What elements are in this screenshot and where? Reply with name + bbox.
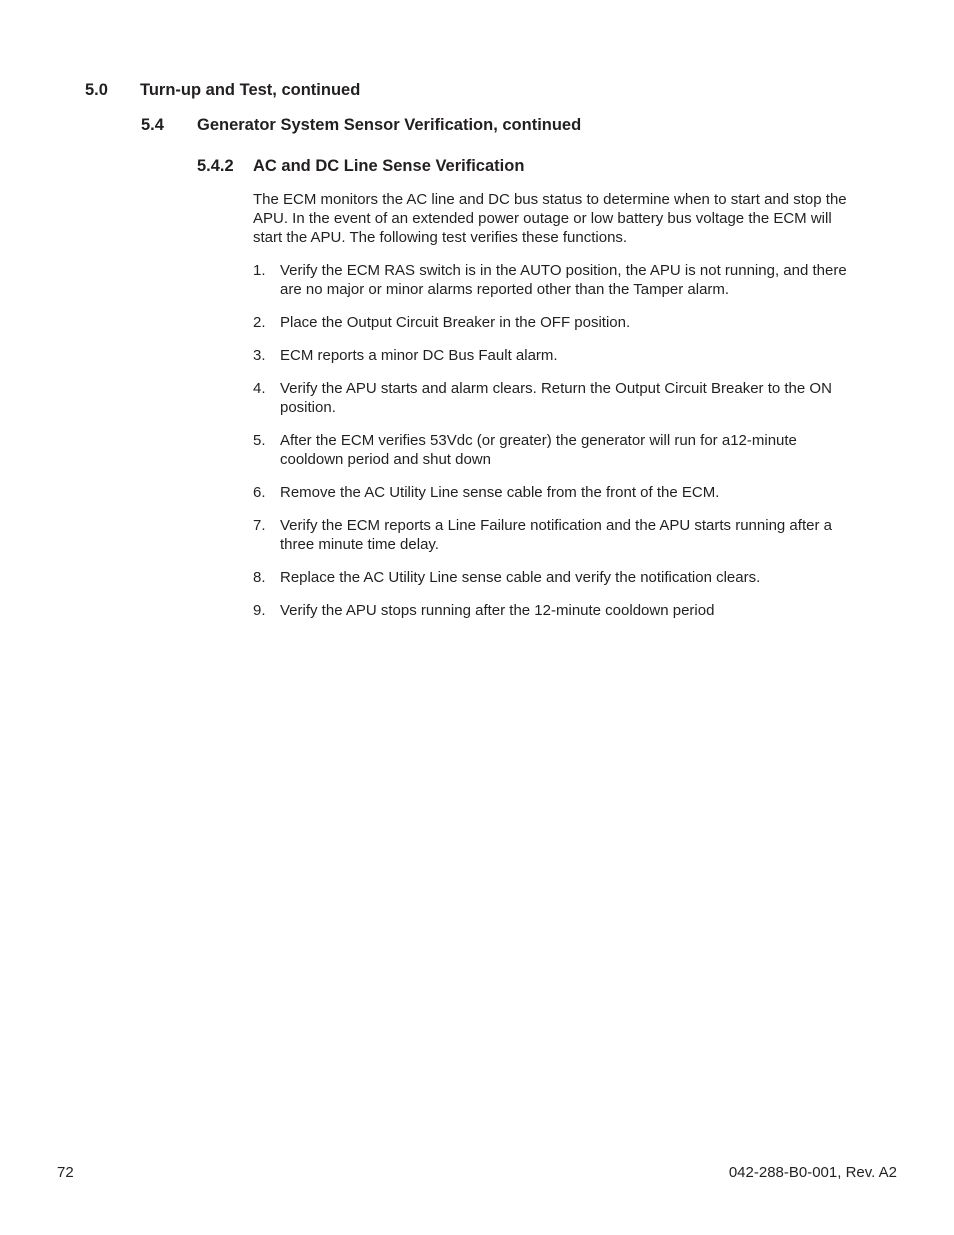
step-number: 8. bbox=[253, 569, 266, 586]
step-text: After the ECM verifies 53Vdc (or greater) the generator will run for a12-minute cooldown period and shut down bbox=[280, 432, 797, 468]
step-number: 6. bbox=[253, 484, 266, 501]
step-number: 7. bbox=[253, 517, 266, 534]
document-id: 042-288-B0-001, Rev. A2 bbox=[728, 1164, 897, 1181]
section-number: 5.0 bbox=[85, 81, 108, 99]
step-number: 3. bbox=[253, 347, 266, 364]
section-title: Turn-up and Test, continued bbox=[140, 81, 361, 99]
step-number: 1. bbox=[253, 262, 266, 279]
subsection-title: Generator System Sensor Verification, continued bbox=[197, 116, 582, 134]
step-number: 4. bbox=[253, 380, 266, 397]
step-item bbox=[253, 346, 848, 365]
step-number: 5. bbox=[253, 432, 266, 449]
step-text: Verify the ECM RAS switch is in the AUTO position, the APU is not running, and there are no major or minor alarms reported other than the Tamper alarm. bbox=[280, 262, 847, 298]
step-item bbox=[253, 568, 848, 587]
procedure-steps bbox=[253, 261, 848, 620]
step-text: ECM reports a minor DC Bus Fault alarm. bbox=[280, 347, 558, 364]
step-text: Verify the ECM reports a Line Failure notification and the APU starts running after a three minute time delay. bbox=[280, 517, 832, 553]
step-item bbox=[253, 483, 848, 502]
step-text: Place the Output Circuit Breaker in the OFF position. bbox=[280, 314, 631, 331]
step-item bbox=[253, 261, 848, 299]
step-text: Remove the AC Utility Line sense cable from the front of the ECM. bbox=[280, 484, 720, 501]
subsubsection-number: 5.4.2 bbox=[197, 157, 234, 175]
step-number: 2. bbox=[253, 314, 266, 331]
page-number: 72 bbox=[57, 1164, 74, 1181]
step-text: Verify the APU stops running after the 12-minute cooldown period bbox=[280, 602, 715, 619]
step-text: Replace the AC Utility Line sense cable and verify the notification clears. bbox=[280, 569, 761, 586]
section-body bbox=[253, 190, 848, 634]
subsubsection-title: AC and DC Line Sense Verification bbox=[253, 157, 525, 175]
intro-paragraph: The ECM monitors the AC line and DC bus status to determine when to start and stop the APU. In the event of an extended power outage or low battery bus voltage the ECM will start the APU. The following test verifies these functions. bbox=[253, 191, 847, 246]
step-number: 9. bbox=[253, 602, 266, 619]
step-text: Verify the APU starts and alarm clears. Return the Output Circuit Breaker to the ON position. bbox=[280, 380, 832, 416]
step-item bbox=[253, 601, 848, 620]
step-item bbox=[253, 379, 848, 417]
subsection-number: 5.4 bbox=[141, 116, 164, 134]
step-item bbox=[253, 431, 848, 469]
step-item bbox=[253, 516, 848, 554]
step-item bbox=[253, 313, 848, 332]
